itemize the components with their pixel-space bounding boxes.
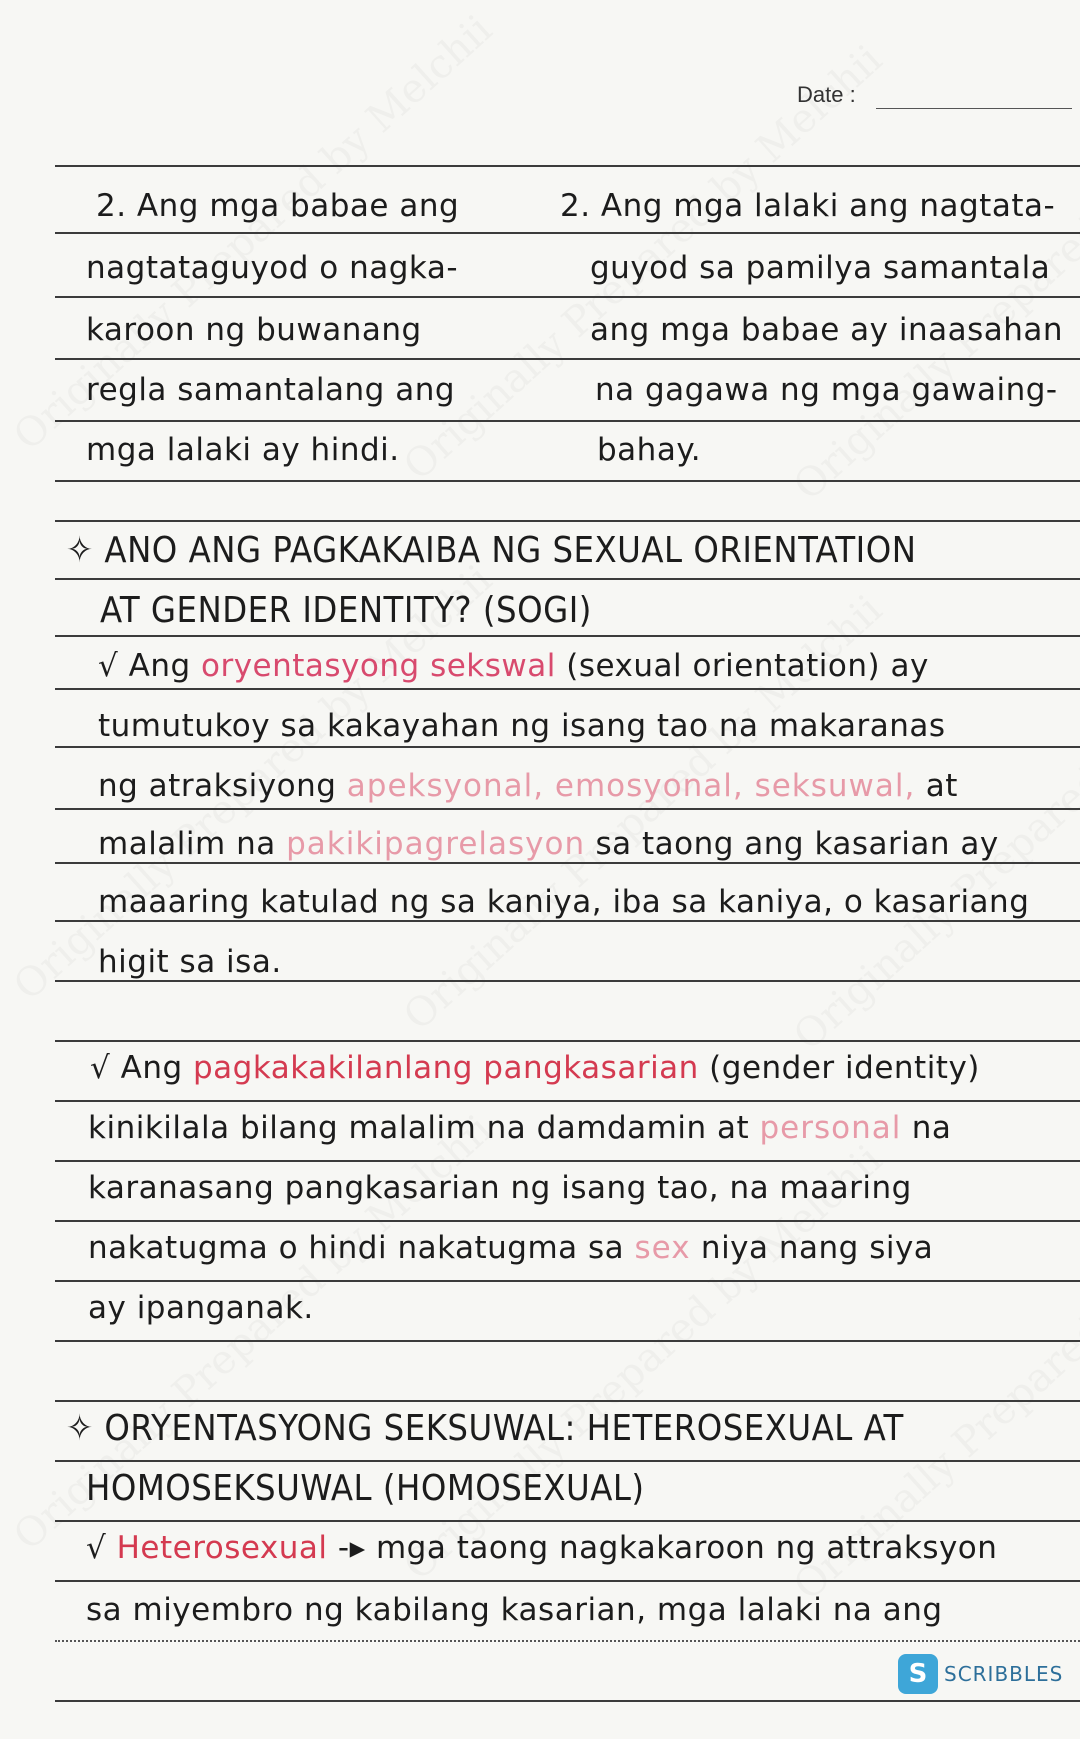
- ruled-line: [55, 862, 1080, 864]
- ruled-line: [55, 1700, 1080, 1702]
- text: sa taong ang kasarian ay: [585, 826, 999, 862]
- right-line: 2. Ang mga lalaki ang nagtata-: [560, 188, 1056, 224]
- ruled-line: [55, 520, 1080, 522]
- text: kinikilala bilang malalim na damdamin at: [88, 1110, 760, 1146]
- ruled-line: [55, 480, 1080, 482]
- ruled-line: [55, 1640, 1080, 1642]
- paragraph-line: [98, 826, 999, 862]
- right-line: bahay.: [597, 432, 702, 468]
- paragraph-line: karanasang pangkasarian ng isang tao, na maaring: [88, 1170, 912, 1206]
- term-highlight: personal: [759, 1110, 902, 1146]
- paragraph-line: [98, 648, 929, 684]
- section-heading: ✧ ORYENTASYONG SEKSUWAL: HETEROSEXUAL AT: [66, 1408, 904, 1449]
- ruled-line: [55, 1100, 1080, 1102]
- left-line: mga lalaki ay hindi.: [86, 432, 400, 468]
- section-heading: AT GENDER IDENTITY? (SOGI): [100, 590, 592, 631]
- left-line: nagtataguyod o nagka-: [86, 250, 459, 286]
- ruled-line: [55, 1220, 1080, 1222]
- term-highlight: apeksyonal, emosyonal, seksuwal,: [346, 768, 916, 804]
- paragraph-line: [98, 768, 958, 804]
- left-line: regla samantalang ang: [86, 372, 456, 408]
- ruled-line: [55, 1040, 1080, 1042]
- scribbles-logo-icon: S: [898, 1654, 938, 1694]
- paragraph-line: [90, 1050, 980, 1086]
- left-line: karoon ng buwanang: [86, 312, 422, 348]
- ruled-line: [55, 1340, 1080, 1342]
- text: na: [901, 1110, 952, 1146]
- left-line: 2. Ang mga babae ang: [96, 188, 460, 224]
- ruled-line: [55, 808, 1080, 810]
- section-heading: ✧ ANO ANG PAGKAKAIBA NG SEXUAL ORIENTATION: [66, 530, 917, 571]
- text: √: [86, 1530, 117, 1566]
- right-line: na gagawa ng mga gawaing-: [595, 372, 1058, 408]
- paragraph-line: [88, 1110, 951, 1146]
- date-line: [876, 108, 1072, 109]
- ruled-line: [55, 1520, 1080, 1522]
- paragraph-line: sa miyembro ng kabilang kasarian, mga lalaki na ang: [86, 1592, 943, 1628]
- text: niya nang siya: [690, 1230, 934, 1266]
- text: (gender identity): [698, 1050, 980, 1086]
- ruled-line: [55, 1160, 1080, 1162]
- term-highlight: pagkakakilanlang pangkasarian: [193, 1050, 699, 1086]
- logo-text: SCRIBBLES: [944, 1662, 1064, 1686]
- ruled-line: [55, 635, 1080, 637]
- text: malalim na: [98, 826, 287, 862]
- section-heading: HOMOSEKSUWAL (HOMOSEXUAL): [86, 1468, 645, 1509]
- ruled-line: [55, 578, 1080, 580]
- ruled-line: [55, 688, 1080, 690]
- ruled-line: [55, 358, 1080, 360]
- ruled-line: [55, 1580, 1080, 1582]
- ruled-line: [55, 232, 1080, 234]
- paragraph-line: tumutukoy sa kakayahan ng isang tao na makaranas: [98, 708, 946, 744]
- ruled-line: [55, 920, 1080, 922]
- ruled-line: [55, 420, 1080, 422]
- text: (sexual orientation) ay: [555, 648, 929, 684]
- text: √ Ang: [98, 648, 201, 684]
- ruled-line: [55, 1460, 1080, 1462]
- ruled-line: [55, 165, 1080, 167]
- text: -▸ mga taong nagkakaroon ng attraksyon: [327, 1530, 998, 1566]
- paragraph-line: [86, 1530, 997, 1566]
- paragraph-line: maaaring katulad ng sa kaniya, iba sa kaniya, o kasariang: [98, 884, 1030, 920]
- term-highlight: pakikipagrelasyon: [286, 826, 586, 862]
- term-highlight: sex: [634, 1230, 691, 1266]
- term-highlight: Heterosexual: [116, 1530, 328, 1566]
- text: ng atraksiyong: [98, 768, 347, 804]
- text: nakatugma o hindi nakatugma sa: [88, 1230, 635, 1266]
- ruled-line: [55, 746, 1080, 748]
- paragraph-line: [88, 1230, 933, 1266]
- ruled-line: [55, 296, 1080, 298]
- paragraph-line: higit sa isa.: [98, 944, 282, 980]
- ruled-line: [55, 1280, 1080, 1282]
- ruled-line: [55, 980, 1080, 982]
- ruled-line: [55, 1400, 1080, 1402]
- text: √ Ang: [90, 1050, 193, 1086]
- scribbles-logo: [898, 1654, 1063, 1694]
- right-line: guyod sa pamilya samantala: [590, 250, 1051, 286]
- date-label: Date :: [797, 82, 856, 107]
- text: at: [915, 768, 958, 804]
- term-highlight: oryentasyong sekswal: [201, 648, 556, 684]
- paragraph-line: ay ipanganak.: [88, 1290, 314, 1326]
- right-line: ang mga babae ay inaasahan: [590, 312, 1064, 348]
